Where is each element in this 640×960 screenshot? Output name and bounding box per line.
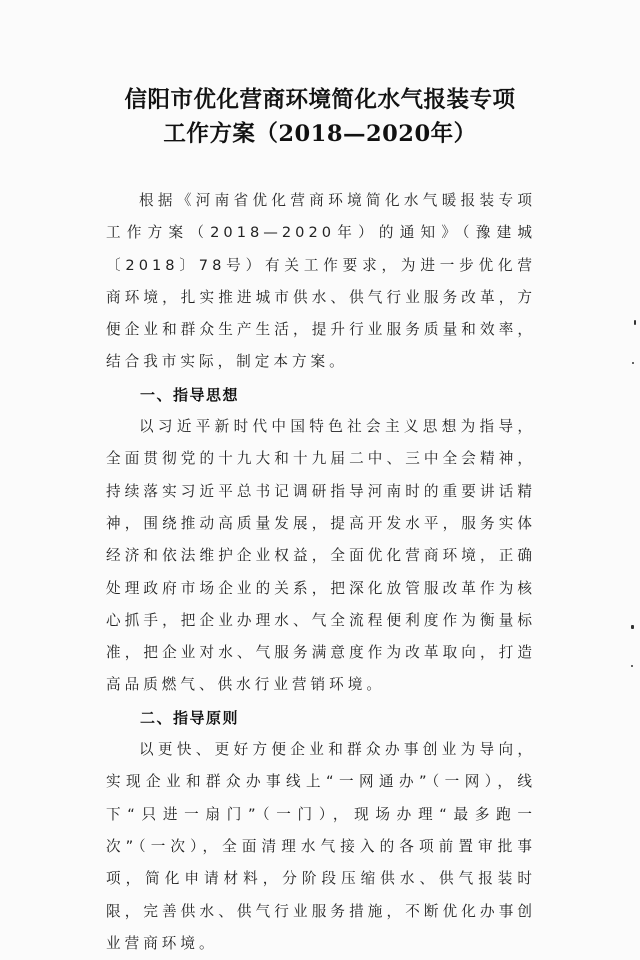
- intro-paragraph: 根据《河南省优化营商环境简化水气暖报装专项工作方案（2018—2020年）的通知》（豫建城〔2018〕78号）有关工作要求，为进一步优化营商环境，扎实推进城市供水、供气行业服务改革，方便企业和群众生产生活，提升行业服务质量和效率，结合我市实际，制定本方案。: [106, 192, 536, 371]
- section-heading-guiding-principles: 二、指导原则: [140, 708, 240, 727]
- section-paragraph-guiding-ideology: 以习近平新时代中国特色社会主义思想为指导，全面贯彻党的十九大和十九届二中、三中全会精神，持续落实习近平总书记调研指导河南时的重要讲话精神，围绕推动高质量发展，提高开发水平，服务实体经济和依法维护企业权益，全面优化营商环境，正确处理政府市场企业的关系，把深化放管服改革作为核心抓手，把企业办理水、气全流程便利度作为衡量标准，把企业对水、气服务满意度作为改革取向，打造高品质燃气、供水行业营销环境。: [106, 418, 536, 694]
- section-heading-guiding-ideology: 一、指导思想: [140, 385, 240, 404]
- scan-mark: [631, 665, 633, 667]
- scan-mark: [631, 625, 634, 629]
- scan-mark: [634, 320, 636, 325]
- section-paragraph-guiding-principles: 以更快、更好方便企业和群众办事创业为导向，实现企业和群众办事线上“一网通办”（一网），线下“只进一扇门”（一门），现场办理“最多跑一次”（一次），全面清理水气接入的各项前置审批事项，简化申请材料，分阶段压缩供水、供气报装时限，完善供水、供气行业服务措施，不断优化办事创业营商环境。: [106, 741, 536, 952]
- document-title-line1: 信阳市优化营商环境简化水气报装专项: [124, 87, 516, 113]
- document-title-line2: 工作方案（2018—2020年）: [163, 121, 477, 147]
- document-body: [106, 185, 536, 960]
- scan-mark: [632, 362, 634, 364]
